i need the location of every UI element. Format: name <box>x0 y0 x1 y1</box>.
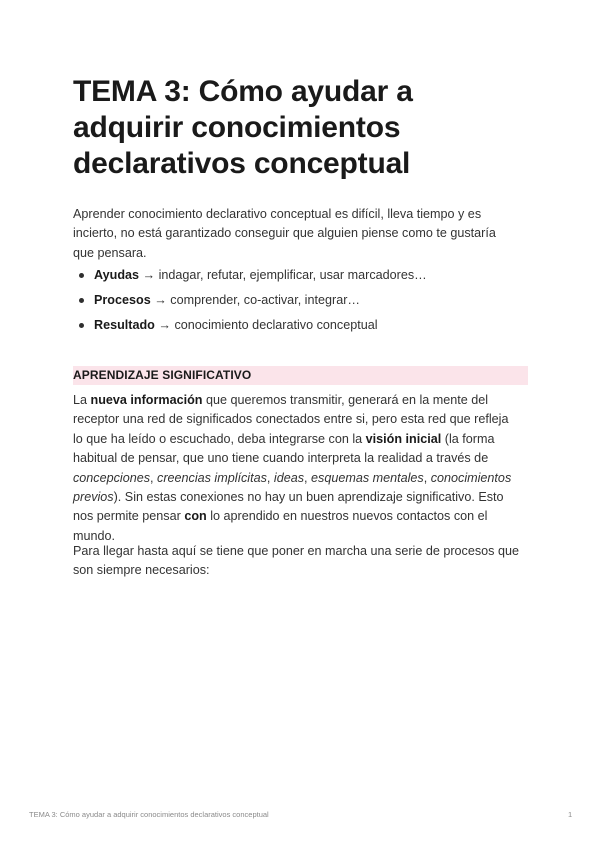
bullet-icon <box>79 273 84 278</box>
italic-text: creencias implícitas <box>157 470 267 485</box>
text-run: , <box>266 470 274 485</box>
text-line: incierto, no está garantizado conseguir que alguien piense como te gustaría <box>73 226 496 241</box>
text-line: que pensara. <box>73 245 147 260</box>
bullet-term: Procesos <box>94 293 151 307</box>
text-line: son siempre necesarios: <box>73 563 210 578</box>
bold-text: con <box>184 509 207 524</box>
bullet-term: Ayudas <box>94 268 140 282</box>
text-line: Aprender conocimiento declarativo conceptual es difícil, lleva tiempo y es <box>73 207 482 221</box>
title-line: declarativos conceptual <box>73 147 411 180</box>
page-title <box>73 74 528 182</box>
section-heading <box>73 366 528 385</box>
italic-text: previos <box>73 490 114 505</box>
body-paragraph <box>73 391 533 546</box>
text-run: , <box>304 470 312 485</box>
list-item <box>73 291 528 316</box>
bullet-text: → indagar, refutar, ejemplificar, usar marcadores… <box>139 268 427 282</box>
bullet-icon <box>79 323 84 328</box>
text-line: mundo. <box>73 528 116 543</box>
text-line <box>73 391 533 410</box>
body-paragraph <box>73 542 533 581</box>
bullet-text: → conocimiento declarativo conceptual <box>154 318 378 332</box>
text-run: , <box>150 470 158 485</box>
intro-paragraph <box>73 205 528 263</box>
text-line <box>73 430 533 449</box>
text-run: nos permite pensar <box>73 509 185 524</box>
italic-text: conocimientos <box>430 470 512 485</box>
text-run: ). Sin estas conexiones no hay un buen aprendizaje significativo. Esto <box>113 490 504 505</box>
bold-text: visión inicial <box>365 431 442 446</box>
text-line: receptor una red de significados conectados entre si, pero esta red que refleja <box>73 412 509 427</box>
title-line: adquirir conocimientos <box>73 111 401 144</box>
text-line: Para llegar hasta aquí se tiene que poner en marcha una serie de procesos que <box>73 544 519 558</box>
text-run: La <box>73 393 91 407</box>
footer-title: TEMA 3: Cómo ayudar a adquirir conocimientos declarativos conceptual <box>29 810 269 819</box>
title-line: TEMA 3: Cómo ayudar a <box>73 75 413 108</box>
text-run: lo que ha leído o escuchado, deba integrarse con la <box>73 431 366 446</box>
text-run: lo aprendido en nuestros nuevos contactos con el <box>206 509 488 524</box>
list-item <box>73 316 528 341</box>
page-number: 1 <box>568 810 573 819</box>
bullet-list <box>73 266 528 341</box>
italic-text: esquemas mentales <box>311 470 424 485</box>
bullet-text: → comprender, co-activar, integrar… <box>150 293 360 307</box>
text-line: habitual de pensar, que uno tiene cuando interpreta la realidad a través de <box>73 451 489 466</box>
italic-text: ideas <box>273 470 305 485</box>
italic-text: concepciones <box>73 470 151 485</box>
text-run: , <box>423 470 431 485</box>
text-run: que queremos transmitir, generará en la mente del <box>202 393 489 407</box>
text-line <box>73 469 533 488</box>
list-item <box>73 266 528 291</box>
text-run: (la forma <box>441 431 495 446</box>
text-line <box>73 488 533 507</box>
bullet-term: Resultado <box>94 318 155 332</box>
text-line <box>73 507 533 526</box>
section-heading-text: APRENDIZAJE SIGNIFICATIVO <box>73 368 252 382</box>
bold-text: nueva información <box>90 393 203 407</box>
bullet-icon <box>79 298 84 303</box>
